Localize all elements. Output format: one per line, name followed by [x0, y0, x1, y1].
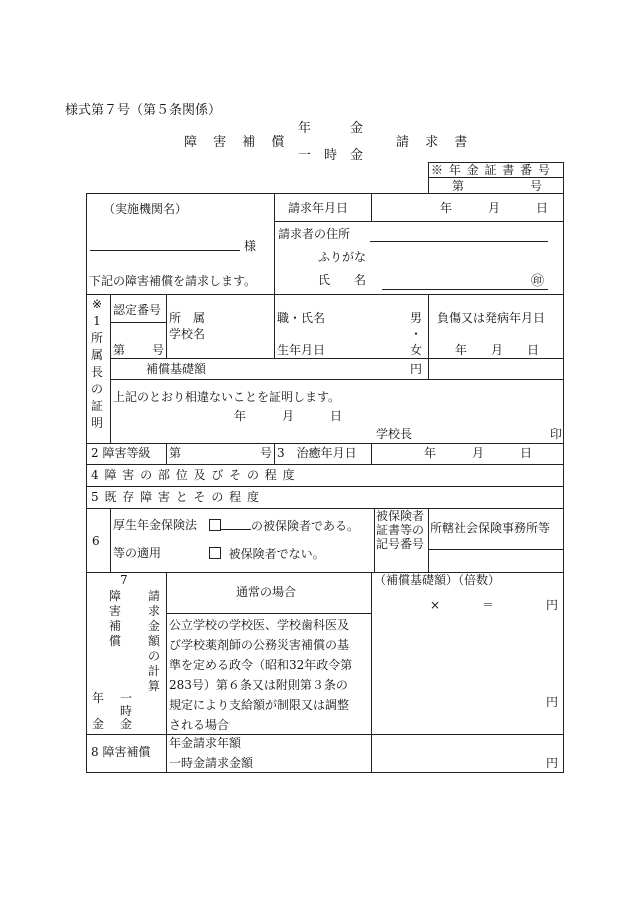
claimant-seal: ㊞ — [531, 274, 545, 289]
row4-label: 4 障 害 の 部 位 及 び そ の 程 度 — [91, 468, 296, 482]
formula-label: （補償基礎額）（倍数） — [374, 573, 501, 587]
institution-label: （実施機関名） — [103, 202, 188, 216]
special-case-yen: 円 — [546, 695, 559, 709]
furigana-label: ふりがな — [318, 250, 367, 264]
row7-num: 7 — [120, 573, 128, 587]
form-number: 様式第７号（第５条関係） — [65, 103, 222, 118]
lump-claim-label: 一時金請求金額 — [169, 756, 254, 770]
sex-male: 男 — [410, 311, 423, 325]
insured-number-label: 被保険者 証書等の 記号番号 — [376, 509, 425, 551]
birth-label: 生年月日 — [277, 343, 326, 357]
row8-yen: 円 — [546, 756, 559, 770]
row7-col-b: 請 求 金 額 の 計 算 — [147, 589, 160, 693]
address-line[interactable] — [370, 241, 548, 242]
cert-go: 号 — [530, 179, 543, 193]
principal-seal: 印 — [550, 427, 563, 441]
row5-label: 5 既 存 障 害 と そ の 程 度 — [91, 490, 260, 504]
row7-kin1: 金 — [92, 717, 105, 731]
insured-text: の被保険者である。 — [251, 519, 360, 533]
healed-date-label: 3 治癒年月日 — [277, 446, 357, 460]
healed-date-value[interactable]: 年 月 日 — [424, 446, 533, 460]
application-label: 等の適用 — [113, 546, 162, 560]
row7-nen: 年 — [92, 691, 105, 705]
sex-dot: ・ — [410, 327, 423, 341]
title-ichiji: 一 時 金 — [298, 148, 364, 163]
not-insured-text: 被保険者でない。 — [228, 547, 325, 561]
sex-female: 女 — [410, 343, 423, 357]
formula-yen: 円 — [546, 598, 559, 612]
disability-grade-label: 2 障害等級 — [91, 446, 151, 460]
formula-times: × — [430, 598, 441, 612]
affiliation-label: 所 属 — [169, 311, 206, 325]
cert-date[interactable]: 年 月 日 — [234, 409, 343, 423]
not-insured-checkbox[interactable] — [209, 547, 221, 559]
section1-side-label: ※ 1 所 属 長 の 証 明 — [90, 297, 103, 430]
pension-law-label: 厚生年金保険法 — [113, 518, 198, 532]
section1-dai: 第 — [113, 343, 126, 357]
row8-label: 8 障害補償 — [91, 745, 151, 759]
cert-number-label: ※ 年 金 証 書 番 号 — [431, 163, 551, 177]
injury-date-value[interactable]: 年 月 日 — [455, 343, 540, 357]
request-text: 下記の障害補償を請求します。 — [89, 274, 257, 288]
base-amount-label: 補償基礎額 — [146, 362, 207, 376]
insured-option[interactable] — [209, 519, 359, 532]
name-label: 氏 名 — [318, 273, 367, 287]
social-insurance-office-label: 所轄社会保険事務所等 — [430, 521, 551, 535]
normal-case-label: 通常の場合 — [236, 585, 297, 599]
cert-number-field-label: 認定番号 — [113, 303, 162, 317]
insured-checkbox[interactable] — [209, 519, 221, 531]
principal-label: 学校長 — [376, 427, 413, 441]
row7-col-a: 障 害 補 償 — [108, 589, 121, 648]
grade-go: 号 — [260, 446, 273, 460]
title-nen: 年 金 — [298, 121, 364, 136]
special-case-text: 公立学校の学校医、学校歯科医及 び学校薬剤師の公務災害補償の基 準を定める政令（昭和32年政令第 283号）第６条又は附則第３条の 規定により支給額が制限又は調整 される場合 — [169, 618, 353, 732]
injury-date-label: 負傷又は発病年月日 — [437, 311, 546, 325]
claim-date-label: 請求年月日 — [288, 201, 349, 215]
row7-ichi: 一 — [120, 691, 133, 705]
row7-ji: 時 — [120, 704, 133, 718]
section1-go: 号 — [152, 343, 165, 357]
address-label: 請求者の住所 — [278, 227, 351, 241]
cert-dai: 第 — [452, 179, 465, 193]
grade-dai: 第 — [169, 446, 182, 460]
claim-date-value[interactable]: 年 月 日 — [440, 201, 549, 215]
not-insured-option[interactable] — [209, 547, 325, 560]
row7-kin2: 金 — [120, 717, 133, 731]
name-line[interactable] — [382, 289, 548, 290]
annual-claim-label: 年金請求年額 — [169, 736, 242, 750]
title-right: 請 求 書 — [396, 135, 474, 150]
formula-equals: ＝ — [482, 598, 495, 612]
sama: 様 — [244, 239, 257, 253]
title-left: 障 害 補 償 — [184, 135, 291, 150]
row6-num: 6 — [92, 534, 100, 548]
school-label: 学校名 — [169, 327, 206, 341]
cert-statement: 上記のとおり相違ないことを証明します。 — [113, 390, 341, 404]
job-name-label: 職・氏名 — [277, 311, 326, 325]
base-amount-unit: 円 — [410, 362, 423, 376]
